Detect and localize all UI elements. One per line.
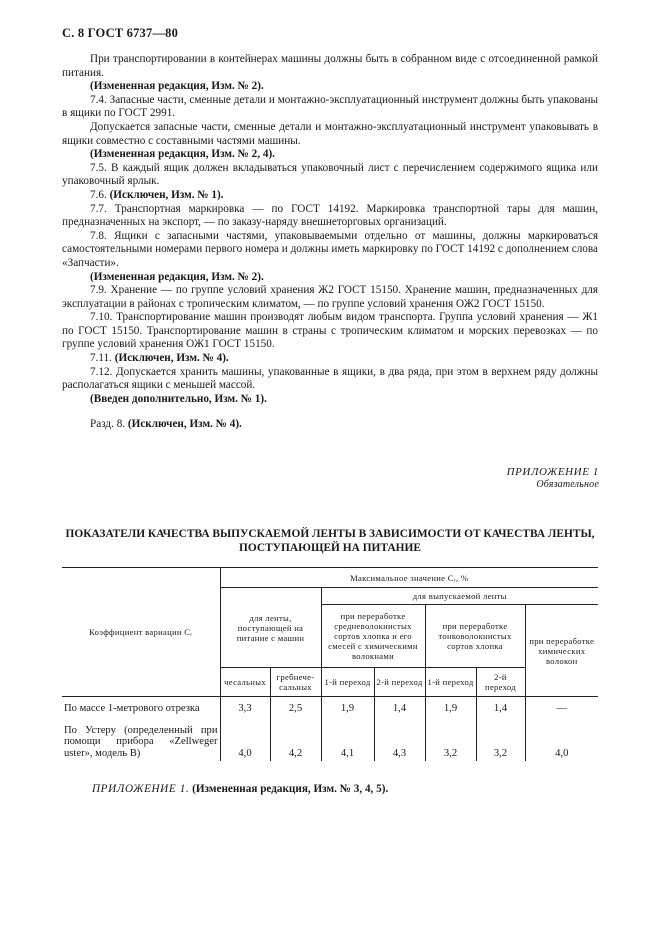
appendix-ref: ПРИЛОЖЕНИЕ 1. <box>92 783 190 795</box>
table-cell: 3,2 <box>476 717 525 762</box>
appendix-title: ПРИЛОЖЕНИЕ 1 <box>506 466 599 478</box>
table-cell: 2,5 <box>270 697 321 717</box>
table-cell: 1,9 <box>425 697 476 717</box>
table-cell: 1,4 <box>476 697 525 717</box>
clause-number: 7.6. <box>90 188 107 201</box>
appendix-label <box>507 466 599 491</box>
appendix-status: Обязательное <box>536 478 599 490</box>
amendment-note: (Исключен, Изм. № 4). <box>114 352 229 365</box>
table-row <box>62 717 598 762</box>
paragraph: 7.10. Транспортирование машин производят любым видом транспорта. Группа условий хранения — Ж1 по ГОСТ 15150. Транспортирование машин в страны с тропическим климатом и морских перевозках — по группе условий хранения ОЖ1 ГОСТ 15150. <box>62 311 598 351</box>
table-cell: 1,4 <box>374 697 425 717</box>
pass-2-header: 2-й переход <box>476 668 525 697</box>
section-number: Разд. 8. <box>90 418 126 431</box>
amendment-note: (Измененная редакция, Изм. № 2). <box>90 80 264 93</box>
row-label: По Устеру (определенный при помощи прибора «Zellweger uster», модель В) <box>64 724 218 759</box>
amendment-note: (Измененная редакция, Изм. № 2, 4). <box>90 148 275 161</box>
pass-1-header: 1-й переход <box>425 668 476 697</box>
paragraph: 7.8. Ящики с запасными частями, упаковываемыми отдельно от машины, должны маркироваться самостоятельными номерами первого номера и должны иметь маркировку по ГОСТ 14192 с дополнением слова «Запчасти». <box>62 229 599 269</box>
table-title: ПОКАЗАТЕЛИ КАЧЕСТВА ВЫПУСКАЕМОЙ ЛЕНТЫ В ЗАВИСИМОСТИ ОТ КАЧЕСТВА ЛЕНТЫ, ПОСТУПАЮЩЕЙ НА ПИТАНИЕ <box>65 528 595 554</box>
paragraph: При транспортировании в контейнерах машины должны быть в собранном виде с отсоединенной рамкой питания. <box>62 53 598 79</box>
amendment-note: (Введен дополнительно, Изм. № 1). <box>90 392 267 405</box>
paragraph: 7.12. Допускается хранить машины, упакованные в ящики, в два ряда, при этом в верхнем ряду должны располагаться ящики с меньшей массой. <box>62 365 598 392</box>
amendment-note: (Исключен, Изм. № 4). <box>127 418 242 431</box>
row-label: По массе 1-метрового отрезка <box>64 703 200 714</box>
combing-header: гребнече-сальных <box>270 668 321 697</box>
max-value-header: Максимальное значение Сᵣ, % <box>220 568 598 588</box>
section-7-text <box>62 53 598 432</box>
table-row <box>62 697 598 717</box>
paragraph <box>62 352 598 366</box>
table-cell: 4,2 <box>270 717 321 762</box>
clause-number: 7.11. <box>90 352 112 365</box>
amendment-note: (Измененная редакция, Изм. № 3, 4, 5). <box>192 783 389 795</box>
paragraph: Допускается запасные части, сменные детали и монтажно-эксплуатационный инструмент упаковывать в ящики совместно с составными частями машины. <box>62 120 598 147</box>
paragraph: 7.5. В каждый ящик должен вкладываться упаковочный лист с перечислением содержимого ящика или упаковочный ярлык. <box>62 161 598 188</box>
table-cell: — <box>525 697 598 717</box>
paragraph: 7.4. Запасные части, сменные детали и монтажно-эксплуатационный инструмент должны быть упакованы в ящики по ГОСТ 2991. <box>62 93 598 120</box>
table-cell: 3,3 <box>220 697 270 717</box>
table-cell: 4,1 <box>321 717 374 762</box>
carding-header: чесальных <box>220 668 270 697</box>
pass-2-header: 2-й переход <box>374 668 425 697</box>
paragraph <box>62 189 598 203</box>
paragraph: 7.9. Хранение — по группе условий хранения Ж2 ГОСТ 15150. Хранение машин, предназначенных для эксплуатации в районах с тропическим климатом, — по группе условий хранения ОЖ2 ГОСТ 15150. <box>62 284 598 310</box>
table-cell: 3,2 <box>425 717 476 762</box>
page-header: С. 8 ГОСТ 6737—80 <box>62 26 179 40</box>
table-cell: 4,3 <box>374 717 425 762</box>
input-sliver-header: для ленты, поступающей на питание с машин <box>220 588 321 668</box>
coef-header: Коэффициент вариации Сᵣ <box>62 568 220 697</box>
table-cell: 4,0 <box>525 717 598 762</box>
amendment-note: (Измененная редакция, Изм. № 2). <box>90 270 264 283</box>
quality-table <box>62 567 598 761</box>
chemical-fiber-header: при переработке химических волокон <box>525 605 598 697</box>
table-cell: 4,0 <box>220 717 270 762</box>
paragraph: 7.7. Транспортная маркировка — по ГОСТ 14192. Маркировка транспортной тары для машин, предназначенных на экспорт, — по заказу-наряду внешнеторговых организаций. <box>62 202 598 229</box>
table-cell: 1,9 <box>321 697 374 717</box>
output-sliver-header: для выпускаемой ленты <box>321 588 598 605</box>
paragraph <box>62 418 598 432</box>
medium-staple-header: при переработке средневолокнистых сортов хлопка и его смесей с химическими волокнами <box>321 605 425 668</box>
fine-staple-header: при переработке тонковолокнистых сортов хлопка <box>425 605 525 668</box>
appendix-amendment-note <box>92 783 388 795</box>
amendment-note: (Исключен, Изм. № 1). <box>109 188 224 201</box>
pass-1-header: 1-й переход <box>321 668 374 697</box>
